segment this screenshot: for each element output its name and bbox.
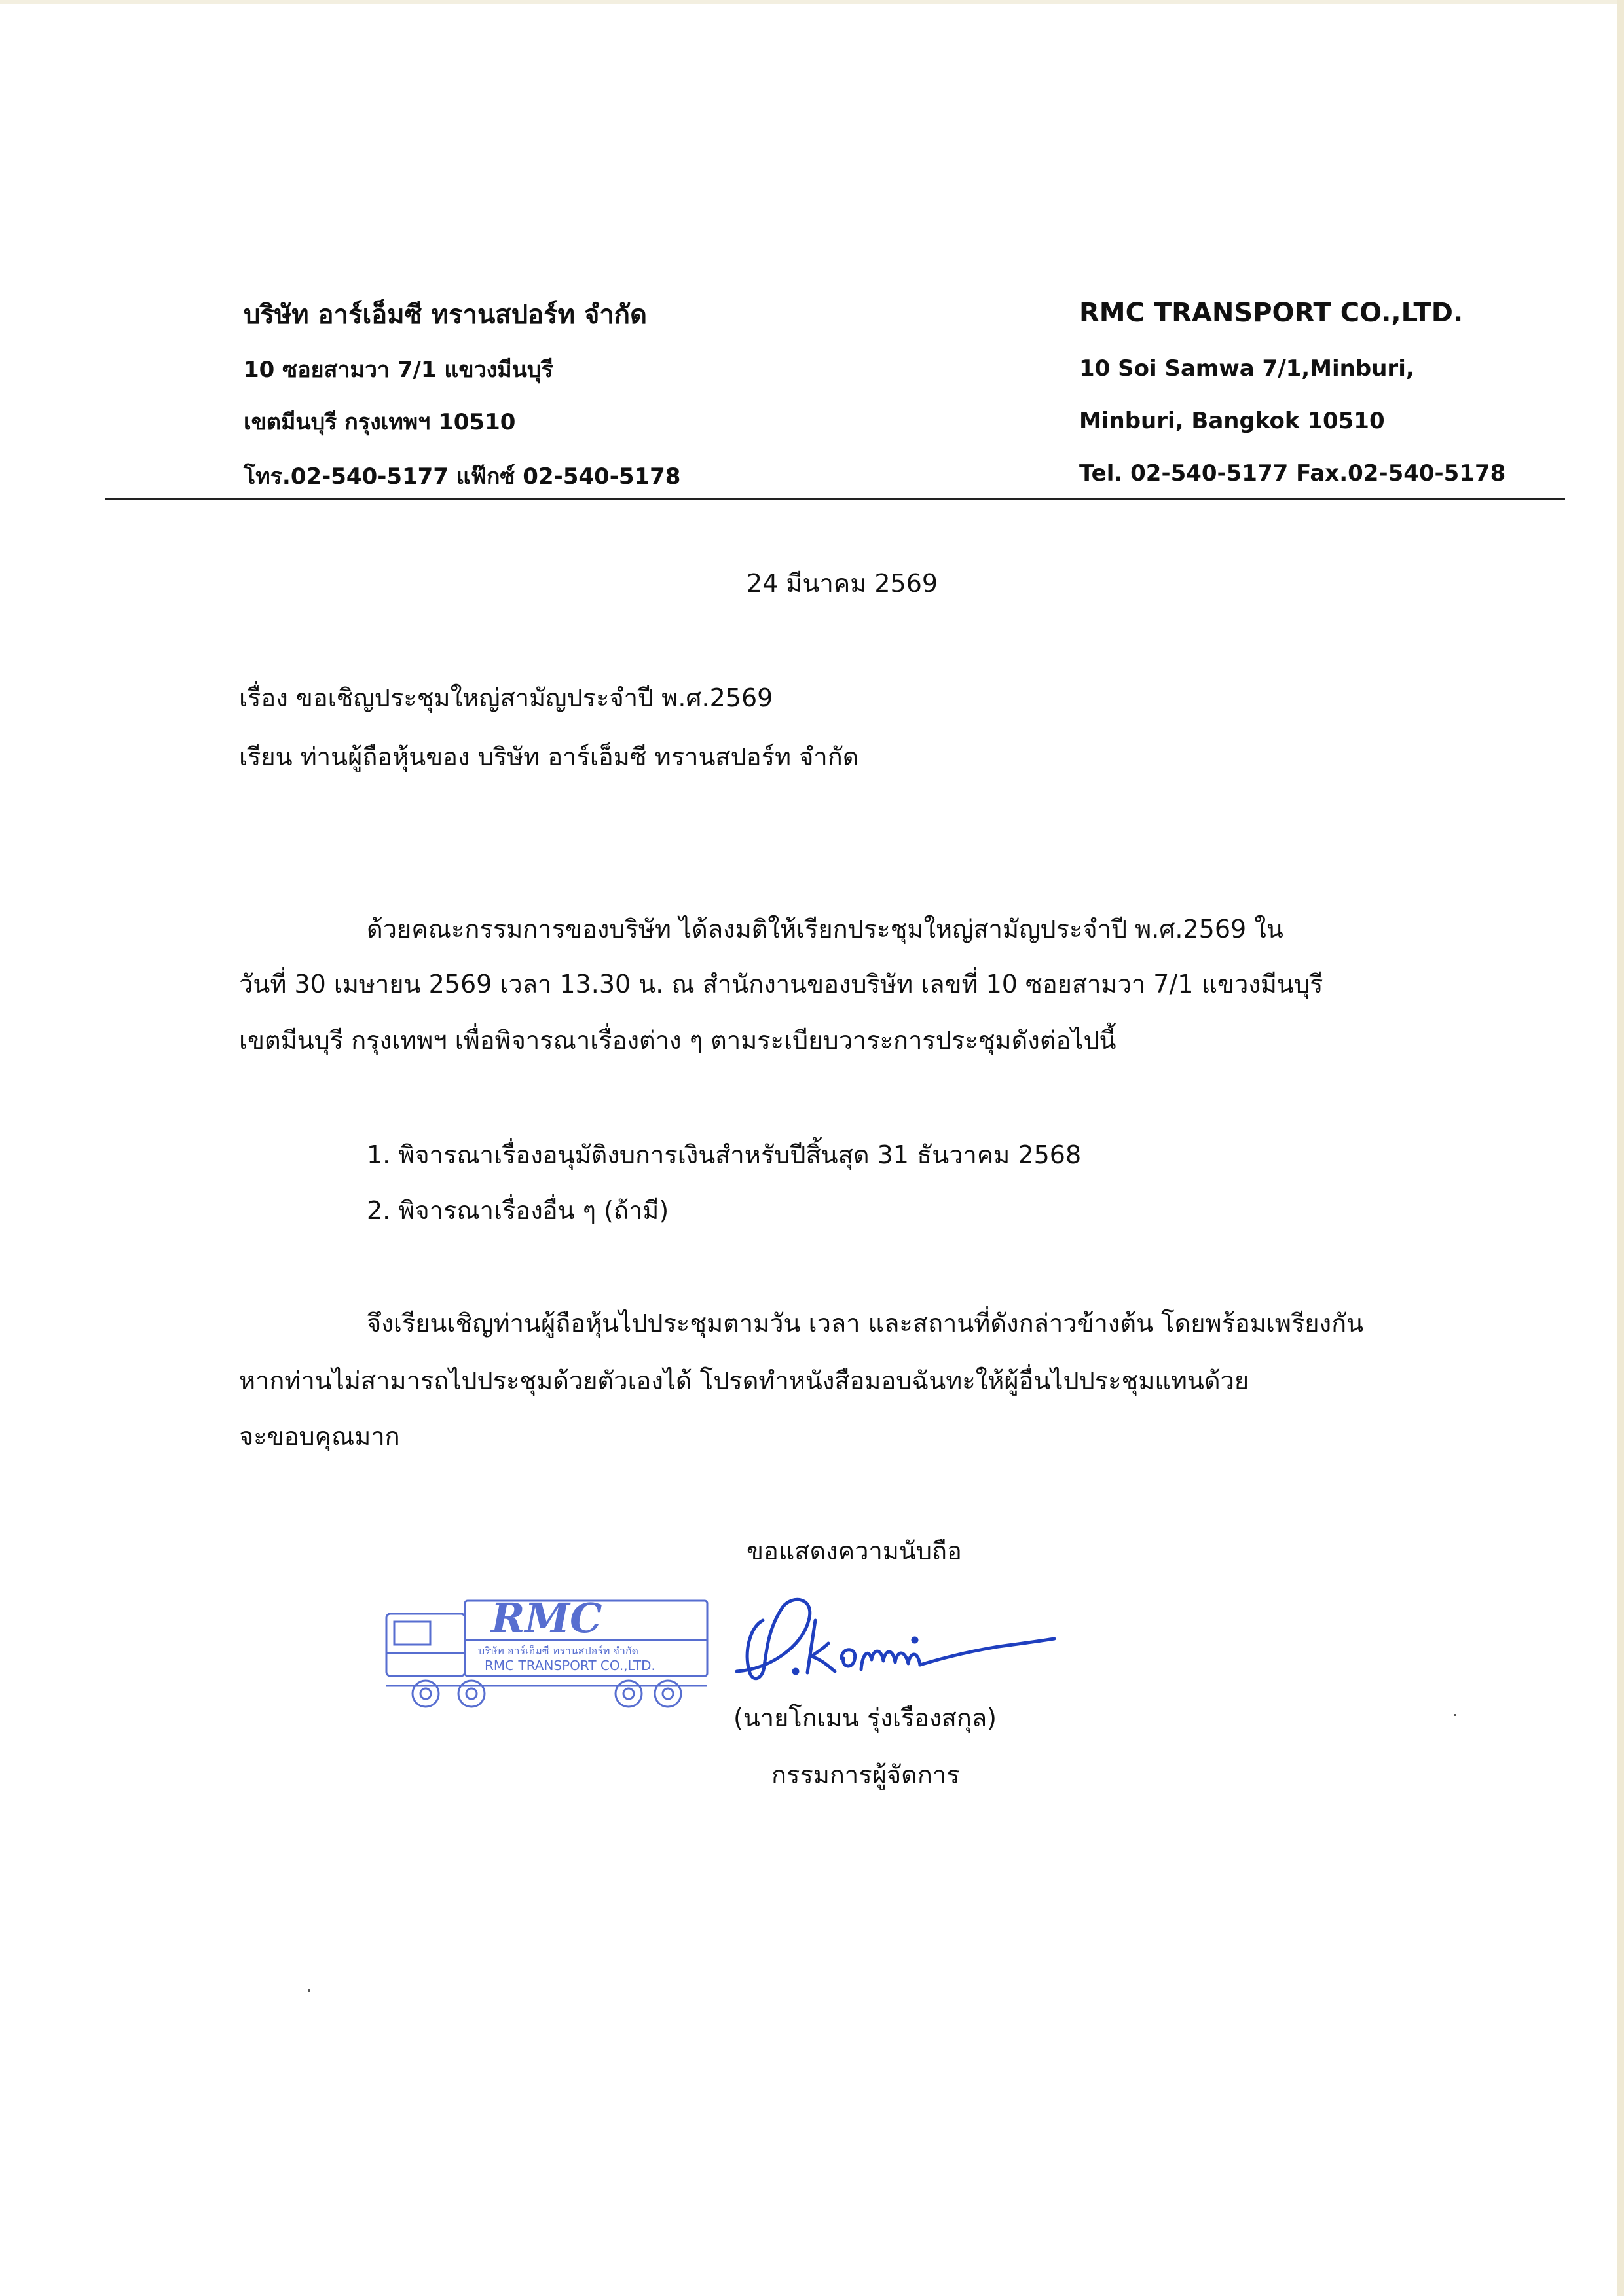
letterhead-divider [105, 498, 1565, 500]
subject-line: เรื่อง ขอเชิญประชุมใหญ่สามัญประจำปี พ.ศ.2569 [239, 683, 773, 712]
body-para1-line3: เขตมีนบุรี กรุงเทพฯ เพื่อพิจารณาเรื่องต่าง ๆ ตามระเบียบวาระการประชุมดังต่อไปนี้ [239, 1026, 1116, 1055]
svg-text:บริษัท อาร์เอ็มซี ทรานสปอร์ท จ: บริษัท อาร์เอ็มซี ทรานสปอร์ท จำกัด [478, 1645, 638, 1657]
body-para1-line1: ด้วยคณะกรรมการของบริษัท ได้ลงมติให้เรียกประชุมใหญ่สามัญประจำปี พ.ศ.2569 ใน [367, 915, 1283, 943]
scan-edge-top [0, 0, 1624, 4]
company-name-thai: บริษัท อาร์เอ็มซี ทรานสปอร์ท จำกัด [244, 300, 647, 330]
agenda-item-2: 2. พิจารณาเรื่องอื่น ๆ (ถ้ามี) [367, 1196, 669, 1225]
company-address-english-1: 10 Soi Samwa 7/1,Minburi, [1079, 355, 1414, 382]
signer-title: กรรมการผู้จัดการ [771, 1760, 960, 1789]
body-para2-line1: จึงเรียนเชิญท่านผู้ถือหุ้นไปประชุมตามวัน เวลา และสถานที่ดังกล่าวข้างต้น โดยพร้อมเพรียงกัน [367, 1309, 1364, 1338]
company-address-english-2: Minburi, Bangkok 10510 [1079, 408, 1385, 434]
recipient-line: เรียน ท่านผู้ถือหุ้นของ บริษัท อาร์เอ็มซี ทรานสปอร์ท จำกัด [239, 742, 859, 771]
letter-date: 24 มีนาคม 2569 [747, 569, 938, 598]
company-address-thai-2: เขตมีนบุรี กรุงเทพฯ 10510 [244, 409, 516, 435]
company-contact-thai: โทร.02-540-5177 แฟ๊กซ์ 02-540-5178 [244, 464, 681, 490]
scan-edge-right [1617, 0, 1624, 2296]
closing-salutation: ขอแสดงความนับถือ [747, 1537, 962, 1565]
company-address-thai-1: 10 ซอยสามวา 7/1 แขวงมีนบุรี [244, 357, 553, 383]
body-para2-line2: หากท่านไม่สามารถไปประชุมด้วยตัวเองได้ โปรดทำหนังสือมอบฉันทะให้ผู้อื่นไปประชุมแทนด้วย [239, 1366, 1249, 1395]
handwritten-signature [724, 1581, 1064, 1686]
body-para2-line3: จะขอบคุณมาก [239, 1422, 400, 1451]
svg-text:RMC: RMC [491, 1594, 602, 1642]
company-contact-english: Tel. 02-540-5177 Fax.02-540-5178 [1079, 460, 1506, 486]
agenda-item-1: 1. พิจารณาเรื่องอนุมัติงบการเงินสำหรับปีสิ้นสุด 31 ธันวาคม 2568 [367, 1140, 1082, 1169]
scan-speck [1454, 1714, 1456, 1716]
company-stamp [380, 1575, 720, 1715]
svg-text:RMC TRANSPORT CO.,LTD.: RMC TRANSPORT CO.,LTD. [485, 1658, 655, 1673]
signer-name: (นายโกเมน รุ่งเรืองสกุล) [733, 1704, 997, 1732]
body-para1-line2: วันที่ 30 เมษายน 2569 เวลา 13.30 น. ณ สำนักงานของบริษัท เลขที่ 10 ซอยสามวา 7/1 แขวงมีนบุรี [239, 970, 1323, 998]
scan-speck [308, 1989, 310, 1992]
company-name-english: RMC TRANSPORT CO.,LTD. [1079, 298, 1464, 328]
